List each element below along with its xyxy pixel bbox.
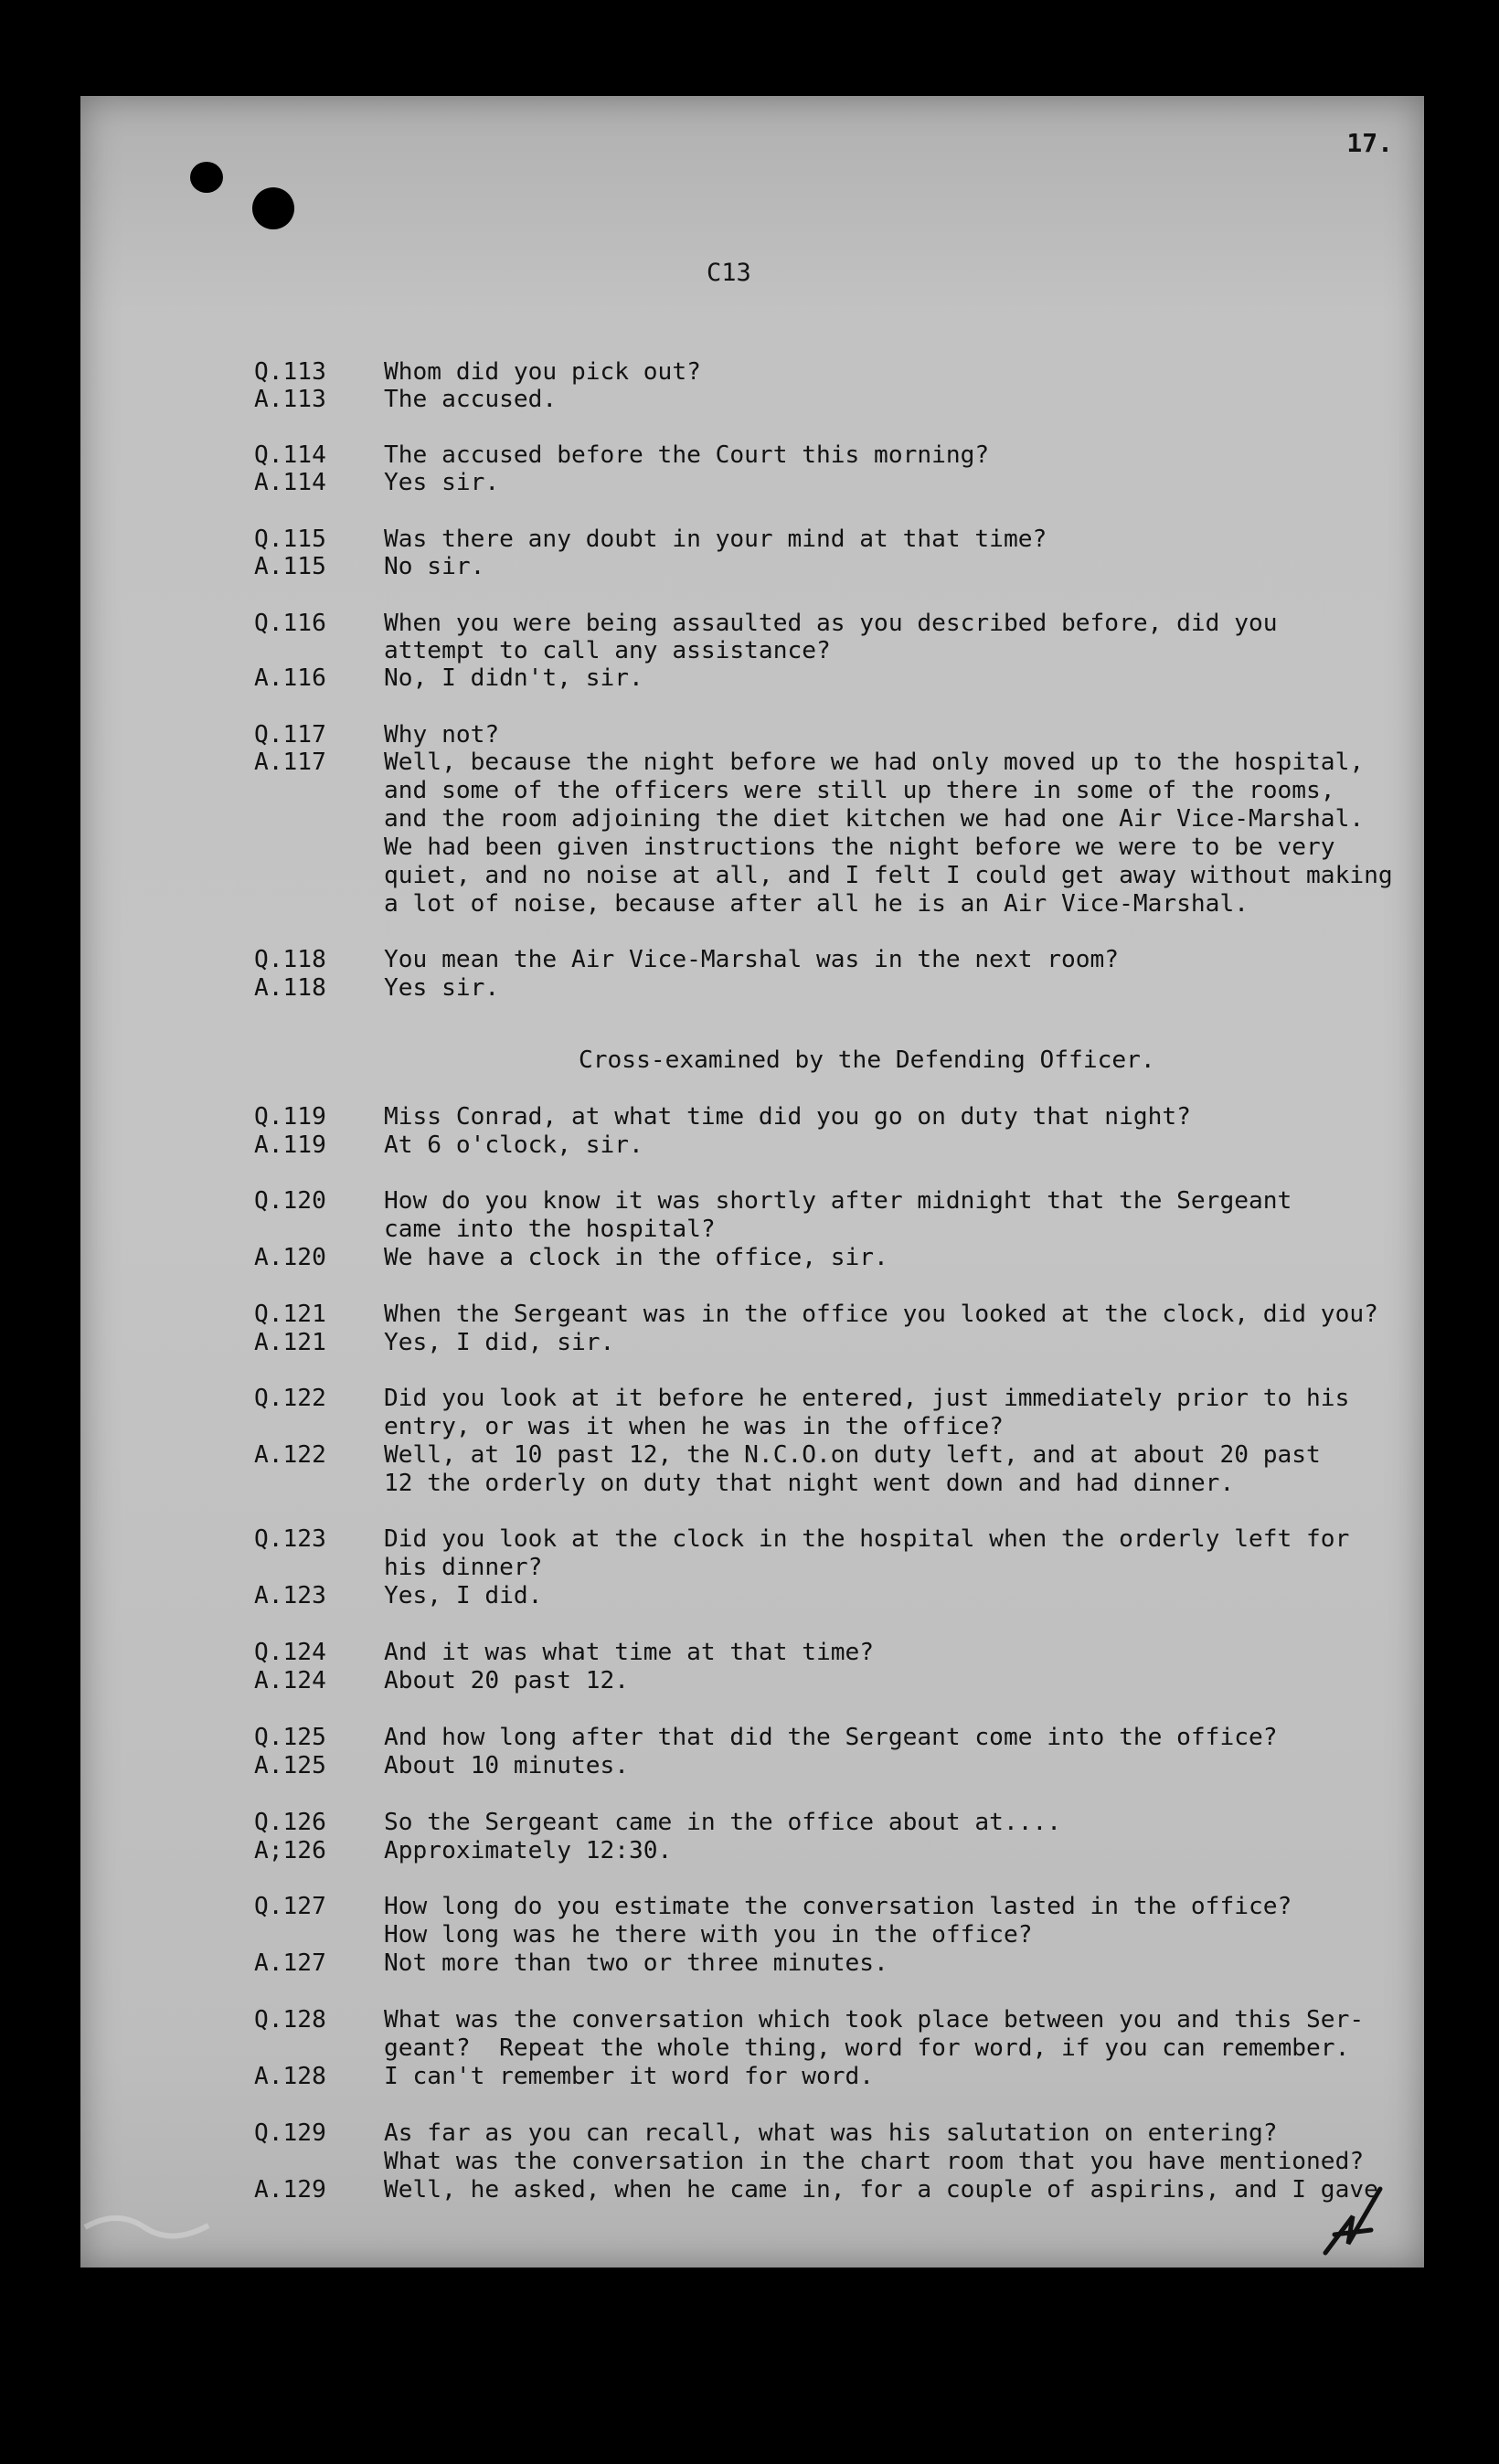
- transcript-line: [80, 777, 1424, 805]
- transcript-line: [80, 1413, 1424, 1441]
- line-text: and some of the officers were still up there in some of the rooms,: [384, 777, 1335, 804]
- transcript-line: [80, 1441, 1424, 1470]
- transcript-line: [80, 526, 1424, 554]
- line-text: Well, he asked, when he came in, for a couple of aspirins, and I gave: [384, 2176, 1378, 2204]
- transcript-line: [80, 721, 1424, 749]
- line-text: We have a clock in the office, sir.: [384, 1244, 888, 1271]
- transcript-line: [80, 553, 1424, 581]
- transcript-line: [80, 946, 1424, 974]
- line-text: Miss Conrad, at what time did you go on duty that night?: [384, 1103, 1191, 1131]
- line-label: A.115: [254, 553, 326, 580]
- line-text: No, I didn't, sir.: [384, 664, 643, 692]
- line-text: Yes, I did, sir.: [384, 1329, 615, 1356]
- transcript-line: [80, 1893, 1424, 1921]
- document-page: [80, 96, 1424, 2268]
- transcript-line: [80, 834, 1424, 862]
- line-label: Q.114: [254, 441, 326, 469]
- transcript-line: [80, 2063, 1424, 2091]
- transcript-line: [80, 805, 1424, 834]
- line-label: A.129: [254, 2176, 326, 2204]
- line-label: A.116: [254, 664, 326, 692]
- line-label: Q.126: [254, 1809, 326, 1836]
- transcript-line: [80, 1724, 1424, 1752]
- transcript-line: [80, 1752, 1424, 1780]
- line-text: Yes sir.: [384, 974, 500, 1002]
- line-label: A.127: [254, 1949, 326, 1977]
- section-heading: Cross-examined by the Defending Officer.: [579, 1046, 1155, 1074]
- line-text: and the room adjoining the diet kitchen we had one Air Vice-Marshal.: [384, 805, 1365, 833]
- line-label: A.118: [254, 974, 326, 1002]
- transcript-line: [80, 749, 1424, 777]
- line-label: Q.121: [254, 1301, 326, 1328]
- line-label: A.119: [254, 1131, 326, 1159]
- transcript-line: [80, 469, 1424, 497]
- punch-hole: [252, 187, 294, 229]
- transcript-line: [80, 890, 1424, 919]
- line-text: Was there any doubt in your mind at that time?: [384, 526, 1047, 553]
- line-label: Q.113: [254, 358, 326, 386]
- line-label: Q.125: [254, 1724, 326, 1751]
- line-text: Did you look at the clock in the hospital when the orderly left for: [384, 1525, 1350, 1553]
- transcript-line: [80, 1216, 1424, 1244]
- transcript-line: [80, 610, 1424, 638]
- page-number: 17.: [1346, 128, 1393, 158]
- transcript-line: [80, 1809, 1424, 1837]
- document-code: C13: [707, 259, 751, 287]
- ink-smudge: [80, 2200, 236, 2246]
- line-label: A.114: [254, 469, 326, 496]
- line-label: A.122: [254, 1441, 326, 1469]
- punch-hole: [190, 162, 223, 193]
- line-text: quiet, and no noise at all, and I felt I could get away without making: [384, 862, 1393, 889]
- transcript-line: [80, 1554, 1424, 1582]
- line-text: So the Sergeant came in the office about at....: [384, 1809, 1062, 1836]
- line-label: Q.123: [254, 1525, 326, 1553]
- transcript-line: [80, 1949, 1424, 1978]
- line-text: What was the conversation which took place between you and this Ser-: [384, 2006, 1365, 2034]
- transcript-line: [80, 1837, 1424, 1865]
- line-label: A.125: [254, 1752, 326, 1779]
- line-label: Q.124: [254, 1639, 326, 1666]
- line-text: 12 the orderly on duty that night went down and had dinner.: [384, 1470, 1235, 1497]
- transcript-line: [80, 1921, 1424, 1949]
- line-label: A;126: [254, 1837, 326, 1864]
- transcript-line: [80, 1639, 1424, 1667]
- line-text: About 10 minutes.: [384, 1752, 630, 1779]
- line-label: A.123: [254, 1582, 326, 1609]
- line-label: Q.117: [254, 721, 326, 749]
- transcript-line: [80, 664, 1424, 693]
- line-text: At 6 o'clock, sir.: [384, 1131, 643, 1159]
- transcript-line: [80, 2119, 1424, 2148]
- transcript-line: [80, 441, 1424, 470]
- transcript-line: [80, 1667, 1424, 1695]
- line-label: Q.127: [254, 1893, 326, 1920]
- line-text: How long do you estimate the conversation lasted in the office?: [384, 1893, 1292, 1920]
- line-text: Not more than two or three minutes.: [384, 1949, 888, 1977]
- line-text: You mean the Air Vice-Marshal was in the next room?: [384, 946, 1120, 973]
- line-label: Q.129: [254, 2119, 326, 2147]
- transcript-line: [80, 2034, 1424, 2063]
- line-text: And it was what time at that time?: [384, 1639, 875, 1666]
- line-text: How do you know it was shortly after midnight that the Sergeant: [384, 1187, 1292, 1215]
- line-text: Yes sir.: [384, 469, 500, 496]
- line-text: Did you look at it before he entered, just immediately prior to his: [384, 1385, 1350, 1412]
- transcript-line: [80, 358, 1424, 387]
- line-label: A.117: [254, 749, 326, 776]
- transcript-line: [80, 1103, 1424, 1131]
- line-text: No sir.: [384, 553, 485, 580]
- line-text: How long was he there with you in the office?: [384, 1921, 1033, 1949]
- transcript-line: [80, 2176, 1424, 2204]
- line-text: Yes, I did.: [384, 1582, 543, 1609]
- transcript-line: [80, 974, 1424, 1003]
- transcript-line: [80, 1385, 1424, 1413]
- line-text: geant? Repeat the whole thing, word for word, if you can remember.: [384, 2034, 1350, 2062]
- line-text: Approximately 12:30.: [384, 1837, 673, 1864]
- transcript-line: [80, 2148, 1424, 2176]
- line-text: came into the hospital?: [384, 1216, 716, 1243]
- line-label: A.121: [254, 1329, 326, 1356]
- transcript-line: [80, 1470, 1424, 1498]
- line-label: Q.120: [254, 1187, 326, 1215]
- line-label: Q.116: [254, 610, 326, 637]
- line-text: The accused before the Court this morning?: [384, 441, 990, 469]
- line-label: A.113: [254, 386, 326, 413]
- line-text: his dinner?: [384, 1554, 543, 1581]
- line-text: I can't remember it word for word.: [384, 2063, 875, 2090]
- line-text: Why not?: [384, 721, 500, 749]
- transcript-line: [80, 1301, 1424, 1329]
- line-text: attempt to call any assistance?: [384, 637, 831, 664]
- line-text: entry, or was it when he was in the office?: [384, 1413, 1004, 1440]
- line-label: Q.115: [254, 526, 326, 553]
- transcript-line: [80, 862, 1424, 890]
- line-text: About 20 past 12.: [384, 1667, 630, 1694]
- line-label: A.124: [254, 1667, 326, 1694]
- transcript-line: [80, 1582, 1424, 1610]
- transcript-line: [80, 386, 1424, 414]
- line-text: a lot of noise, because after all he is an Air Vice-Marshal.: [384, 890, 1249, 918]
- transcript-line: [80, 637, 1424, 665]
- initials-signature: [1316, 2180, 1389, 2262]
- line-label: Q.119: [254, 1103, 326, 1131]
- line-text: And how long after that did the Sergeant come into the office?: [384, 1724, 1278, 1751]
- line-text: Well, at 10 past 12, the N.C.O.on duty left, and at about 20 past: [384, 1441, 1321, 1469]
- line-text: When you were being assaulted as you described before, did you: [384, 610, 1278, 637]
- transcript-line: [80, 1187, 1424, 1216]
- transcript-line: [80, 1244, 1424, 1272]
- line-label: Q.122: [254, 1385, 326, 1412]
- line-text: As far as you can recall, what was his salutation on entering?: [384, 2119, 1278, 2147]
- transcript-line: [80, 1131, 1424, 1160]
- line-text: The accused.: [384, 386, 558, 413]
- transcript-line: [80, 1329, 1424, 1357]
- transcript-line: [80, 1525, 1424, 1554]
- line-text: When the Sergeant was in the office you looked at the clock, did you?: [384, 1301, 1378, 1328]
- line-label: A.128: [254, 2063, 326, 2090]
- line-text: We had been given instructions the night before we were to be very: [384, 834, 1335, 861]
- line-label: Q.118: [254, 946, 326, 973]
- line-label: Q.128: [254, 2006, 326, 2034]
- line-text: Whom did you pick out?: [384, 358, 701, 386]
- transcript-line: [80, 2006, 1424, 2034]
- line-text: Well, because the night before we had only moved up to the hospital,: [384, 749, 1365, 776]
- line-text: What was the conversation in the chart room that you have mentioned?: [384, 2148, 1365, 2175]
- line-label: A.120: [254, 1244, 326, 1271]
